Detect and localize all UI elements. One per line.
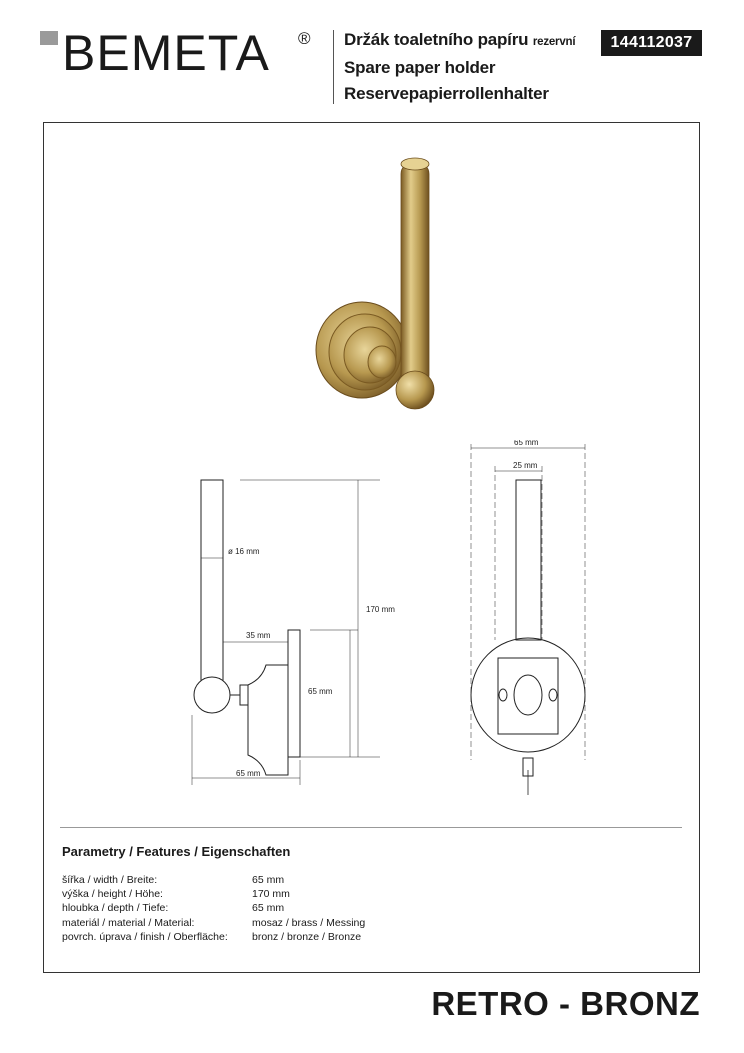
product-code: 144112037 bbox=[601, 30, 702, 56]
dim-diameter: ø 16 mm bbox=[228, 547, 260, 556]
svg-text:®: ® bbox=[298, 29, 311, 48]
feature-row: hloubka / depth / Tiefe: 65 mm bbox=[62, 902, 285, 915]
dim-front-inner: 25 mm bbox=[513, 461, 538, 470]
dim-projection: 35 mm bbox=[246, 631, 271, 640]
dim-front-width: 65 mm bbox=[514, 440, 539, 447]
product-titles bbox=[344, 27, 575, 107]
bemeta-logo bbox=[40, 22, 330, 78]
title-de: Reservepapierrollenhalter bbox=[344, 84, 549, 103]
title-cz: Držák toaletního papíru rezervní bbox=[344, 30, 576, 49]
feature-row: šířka / width / Breite: 65 mm bbox=[62, 874, 285, 886]
feature-row: materiál / material / Material: mosaz / brass / Messing bbox=[62, 916, 366, 929]
dim-height-total: 170 mm bbox=[366, 605, 395, 614]
feature-row: povrch. úprava / finish / Oberfläche: bronz / bronze / Bronze bbox=[62, 930, 362, 943]
features-divider bbox=[60, 827, 682, 828]
product-image bbox=[300, 150, 460, 420]
feature-row: výška / height / Höhe: 170 mm bbox=[62, 888, 290, 901]
svg-text:BEMETA: BEMETA bbox=[62, 25, 270, 78]
technical-drawing bbox=[180, 440, 610, 800]
title-en: Spare paper holder bbox=[344, 58, 496, 77]
header-divider bbox=[333, 30, 334, 104]
dim-rosette: 65 mm bbox=[308, 687, 333, 696]
features-table bbox=[62, 873, 365, 944]
features-title: Parametry / Features / Eigenschaften bbox=[62, 844, 291, 859]
dim-depth: 65 mm bbox=[236, 769, 261, 778]
series-title: RETRO - BRONZ bbox=[431, 985, 700, 1022]
